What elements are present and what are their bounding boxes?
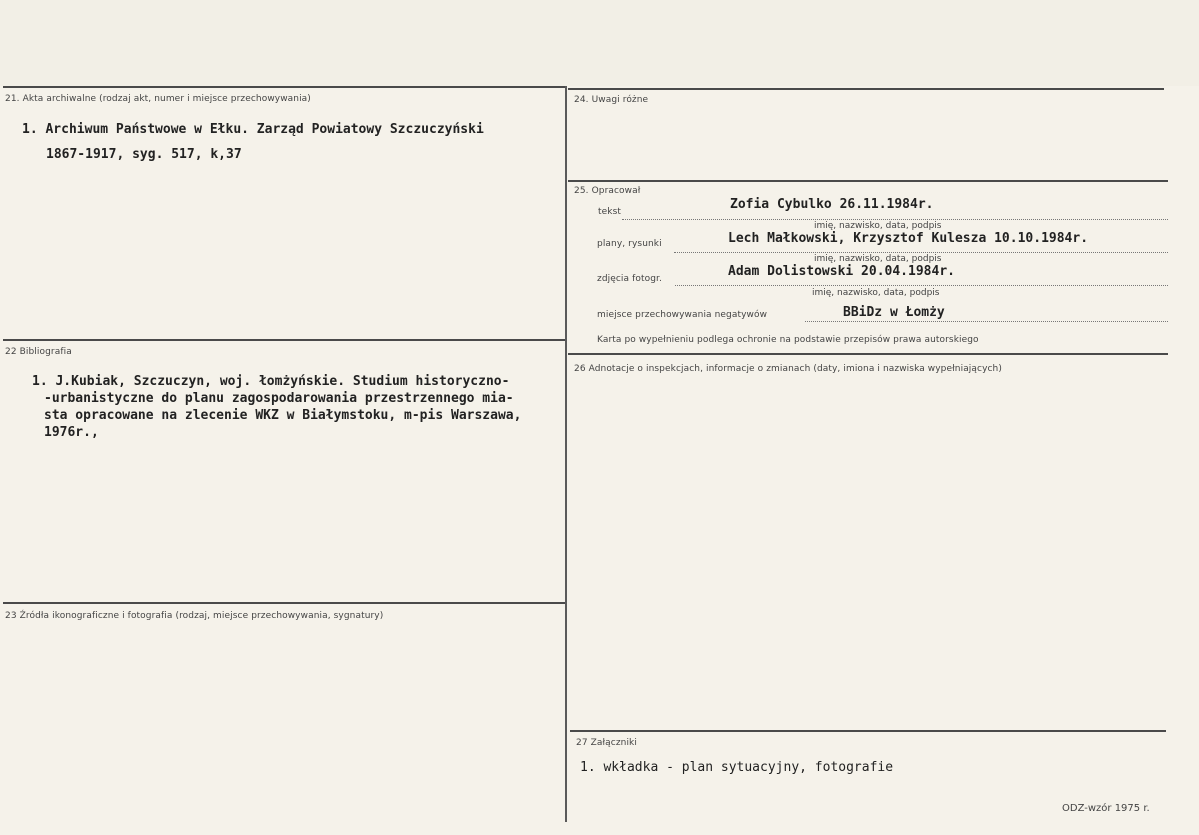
rule-24-25 <box>568 180 1168 182</box>
section-26-label: 26 Adnotacje o inspekcjach, informacje o zmianach (daty, imiona i nazwiska wypełniających) <box>574 364 1002 374</box>
copyright-note: Karta po wypełnieniu podlega ochronie na podstawie przepisów prawa autorskiego <box>597 335 979 345</box>
caption-3: imię, nazwisko, data, podpis <box>812 288 940 298</box>
card-top-strip <box>0 0 1199 86</box>
caption-2: imię, nazwisko, data, podpis <box>814 254 942 264</box>
section-21-label: 21. Akta archiwalne (rodzaj akt, numer i miejsce przechowywania) <box>5 94 311 104</box>
top-rule-left <box>3 86 565 88</box>
section-27-label: 27 Załączniki <box>576 738 637 748</box>
section-23-label: 23 Źródła ikonograficzne i fotografia (rodzaj, miejsce przechowywania, sygnatury) <box>5 611 384 621</box>
negatywy-dotted-line <box>805 321 1168 322</box>
section-22-line-3: sta opracowane na zlecenie WKZ w Białymstoku, m-pis Warszawa, <box>44 408 522 423</box>
tekst-dotted-line <box>622 219 1168 220</box>
zdjecia-label: zdjęcia fotogr. <box>597 274 662 284</box>
zdjecia-value: Adam Dolistowski 20.04.1984r. <box>728 264 955 279</box>
section-22-line-1: 1. J.Kubiak, Szczuczyn, woj. łomżyńskie. Studium historyczno- <box>32 374 510 389</box>
plany-label: plany, rysunki <box>597 239 662 249</box>
top-rule-right <box>568 88 1164 90</box>
section-24-label: 24. Uwagi różne <box>574 95 649 105</box>
plany-dotted-line <box>674 252 1168 253</box>
section-22-label: 22 Bibliografia <box>5 347 72 357</box>
form-code: ODZ-wzór 1975 r. <box>1062 803 1150 814</box>
tekst-label: tekst <box>598 207 621 217</box>
rule-21-22 <box>3 339 565 341</box>
section-25-label: 25. Opracował <box>574 186 641 196</box>
caption-1: imię, nazwisko, data, podpis <box>814 221 942 231</box>
section-22-line-4: 1976r., <box>44 425 99 440</box>
tekst-value: Zofia Cybulko 26.11.1984r. <box>730 197 934 212</box>
section-22-line-2: -urbanistyczne do planu zagospodarowania przestrzennego mia- <box>44 391 514 406</box>
negatywy-label: miejsce przechowywania negatywów <box>597 310 768 320</box>
plany-value: Lech Małkowski, Krzysztof Kulesza 10.10.1984r. <box>728 231 1089 246</box>
zdjecia-dotted-line <box>675 285 1168 286</box>
section-27-line-1: 1. wkładka - plan sytuacyjny, fotografie <box>580 760 894 775</box>
negatywy-value: BBiDz w Łomży <box>843 305 945 320</box>
section-21-line-1: 1. Archiwum Państwowe w Ełku. Zarząd Powiatowy Szczuczyński <box>22 122 484 137</box>
rule-26-27 <box>570 730 1166 732</box>
section-21-line-2: 1867-1917, syg. 517, k,37 <box>46 147 242 162</box>
rule-25-26 <box>568 353 1168 355</box>
column-divider <box>565 86 567 822</box>
rule-22-23 <box>3 602 565 604</box>
